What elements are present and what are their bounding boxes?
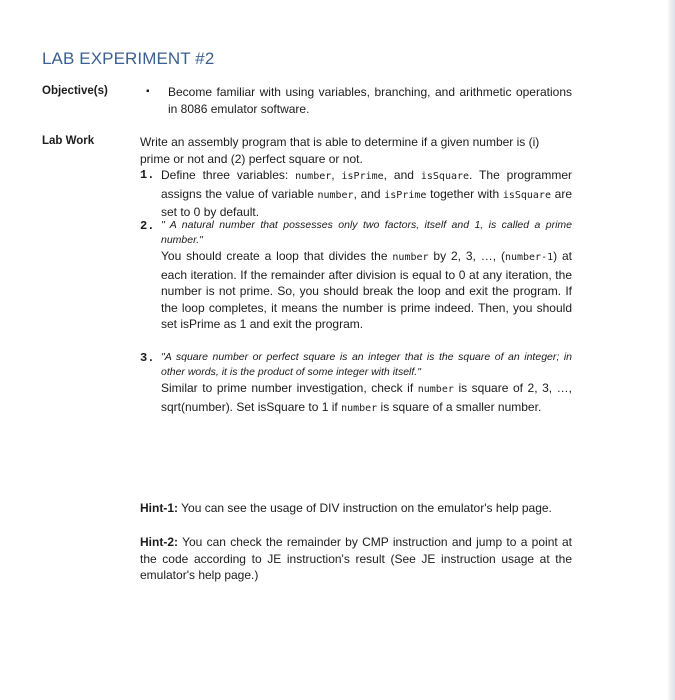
bullet-icon: ▪ [146, 86, 150, 97]
variable-name: number [417, 384, 454, 395]
variable-name: number [341, 402, 378, 414]
objective-label: Objective(s) [42, 85, 108, 97]
item-text: is square of 2, 3, …, sqrt(number). Set isSquare to 1 if [161, 381, 572, 414]
variable-name: isSquare [502, 189, 551, 201]
variable-name: number-1 [504, 252, 554, 263]
list-item [140, 167, 572, 221]
item-number: 1. [140, 168, 155, 182]
item-text: , and [383, 168, 421, 182]
hint-1 [140, 500, 572, 517]
objective-text: Become familiar with using variables, branching, and arithmetic operations in 8086 emulator software. [168, 85, 572, 116]
item-text: ) at each iteration. If the remainder after division is equal to 0 at any iteration, the number is not prime. So, you should break the loop and exit the program. If the loop completes, it means the number is prime indeed. Then, you should set isPrime as 1 and exit the program. [161, 249, 573, 331]
page-edge-shadow [667, 0, 675, 700]
item-text: , and [353, 186, 385, 201]
variable-name: number [317, 189, 354, 201]
variable-name: isSquare [420, 171, 470, 182]
variable-name: number [295, 171, 332, 182]
item-text: . The programmer assigns the value of variable [161, 168, 572, 201]
hint-2 [140, 534, 572, 584]
item-body [161, 167, 572, 221]
item-body [161, 218, 572, 333]
item-text: are set to 0 by default. [161, 186, 572, 219]
lab-work-label: Lab Work [42, 135, 95, 147]
item-number: 3. [140, 351, 155, 365]
lab-work-intro: Write an assembly program that is able to determine if a given number is (i) prime or not and (2) perfect square or not. [140, 135, 540, 166]
list-item [140, 218, 572, 333]
quote-text: "A square number or perfect square is an integer that is the square of an integer; in other words, it is the product of some integer with itself." [161, 351, 572, 378]
item-text: , [331, 168, 342, 182]
item-text: together with [426, 186, 503, 201]
hint-text: You can see the usage of DIV instruction on the emulator's help page. [178, 501, 552, 515]
item-number: 2. [140, 219, 155, 233]
variable-name: isPrime [341, 171, 384, 182]
hint-label: Hint-2: [140, 535, 178, 549]
item-text: Define three variables: [161, 168, 296, 182]
item-text: You should create a loop that divides the [161, 249, 393, 263]
variable-name: isPrime [384, 189, 427, 201]
item-text: is square of a smaller number. [377, 399, 542, 414]
hint-text: You can check the remainder by CMP instruction and jump to a point at the code according to JE instruction's result (See JE instruction usage at the emulator's help page.) [140, 535, 572, 582]
list-item [140, 350, 572, 417]
item-body [161, 350, 572, 417]
hint-label: Hint-1: [140, 501, 178, 515]
variable-name: number [392, 252, 429, 263]
quote-text: " A natural number that possesses only two factors, itself and 1, is called a prime number." [161, 219, 572, 246]
item-text: Similar to prime number investigation, check if [161, 381, 418, 395]
item-text: by 2, 3, …, ( [428, 249, 505, 263]
page-title: LAB EXPERIMENT #2 [42, 49, 215, 68]
